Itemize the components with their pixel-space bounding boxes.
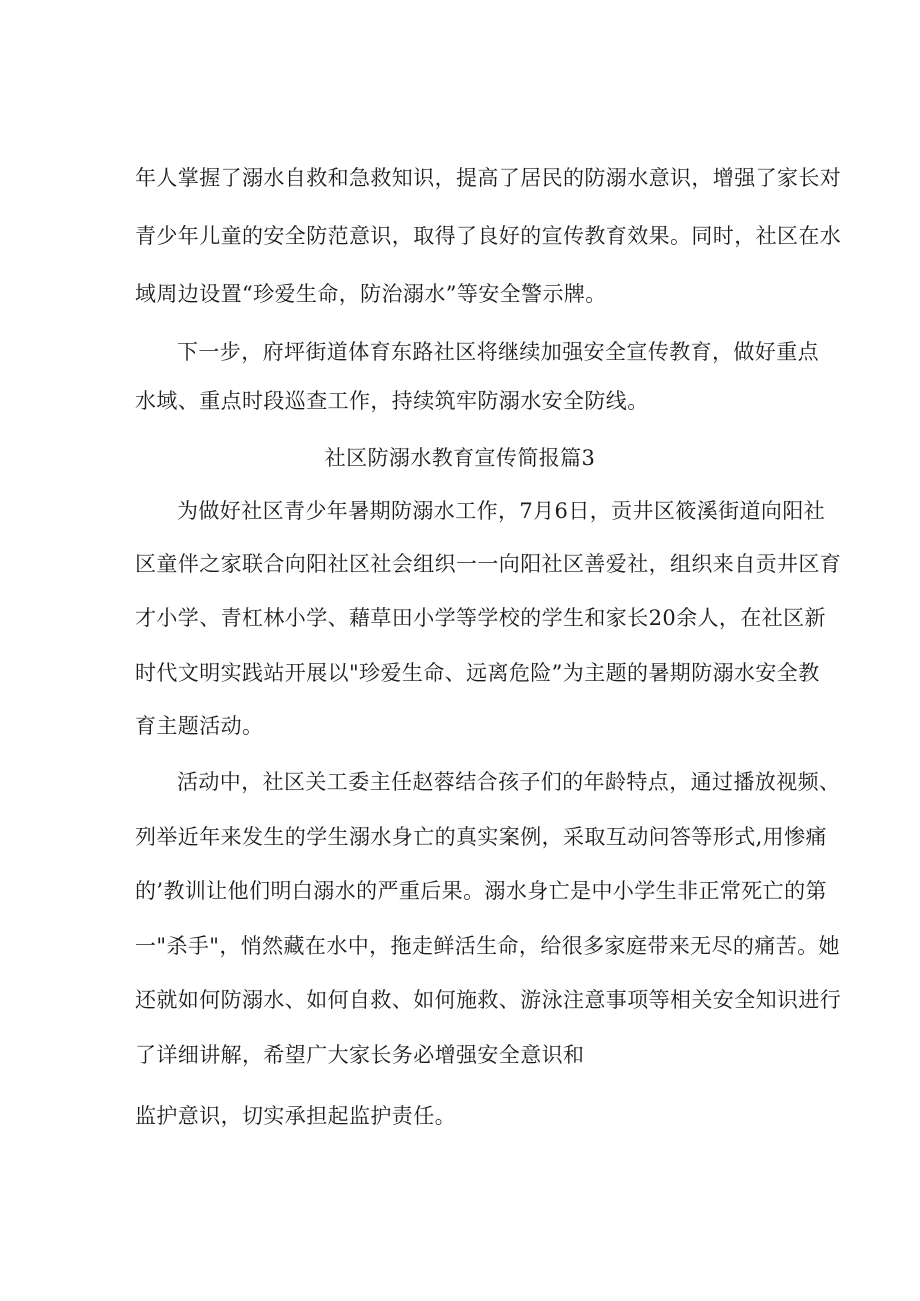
paragraph-line: 为做好社区青少年暑期防溺水工作，7月6日，贡井区筱溪街道向阳社 — [177, 499, 826, 523]
paragraph-line: 时代文明实践站开展以"珍爱生命、远离危险”为主题的暑期防溺水安全教 — [135, 661, 820, 685]
paragraph-line: 域周边设置“珍爱生命，防治溺水”等安全警示牌。 — [135, 282, 607, 306]
paragraph-line: 监护意识，切实承担起监护责任。 — [135, 1104, 456, 1128]
paragraph-line: 列举近年来发生的学生溺水身亡的真实案例，采取互动问答等形式,用惨痛 — [135, 825, 827, 849]
paragraph-line: 年人掌握了溺水自救和急救知识，提高了居民的防溺水意识，增强了家长对 — [135, 166, 842, 190]
paragraph-line: 一"杀手"，悄然藏在水中，拖走鲜活生命，给很多家庭带来无尽的痛苦。她 — [135, 934, 840, 958]
paragraph-line: 水域、重点时段巡查工作，持续筑牢防溺水安全防线。 — [135, 389, 649, 413]
paragraph-line: 还就如何防溺水、如何自救、如何施救、游泳注意事项等相关安全知识进行 — [135, 988, 842, 1012]
paragraph-line: 区童伴之家联合向阳社区社会组织一一向阳社区善爱社，组织来自贡井区育 — [135, 552, 842, 576]
paragraph-line: 了详细讲解，希望广大家长务必增强安全意识和 — [135, 1043, 585, 1067]
section-heading: 社区防溺水教育宣传简报篇3 — [324, 446, 596, 470]
paragraph-line: 青少年儿童的安全防范意识，取得了良好的宣传教育效果。同时，社区在水 — [135, 224, 842, 248]
paragraph-line: 育主题活动。 — [135, 714, 264, 738]
paragraph-line: 的’教训让他们明白溺水的严重后果。溺水身亡是中小学生非正常死亡的第 — [135, 879, 827, 903]
paragraph-line: 下一步，府坪街道体育东路社区将继续加强安全宣传教育，做好重点 — [177, 340, 819, 364]
paragraph-line: 活动中，社区关工委主任赵蓉结合孩子们的年龄特点，通过播放视频、 — [177, 770, 841, 794]
paragraph-line: 才小学、青杠林小学、藉草田小学等学校的学生和家长20余人，在社区新 — [135, 606, 826, 630]
